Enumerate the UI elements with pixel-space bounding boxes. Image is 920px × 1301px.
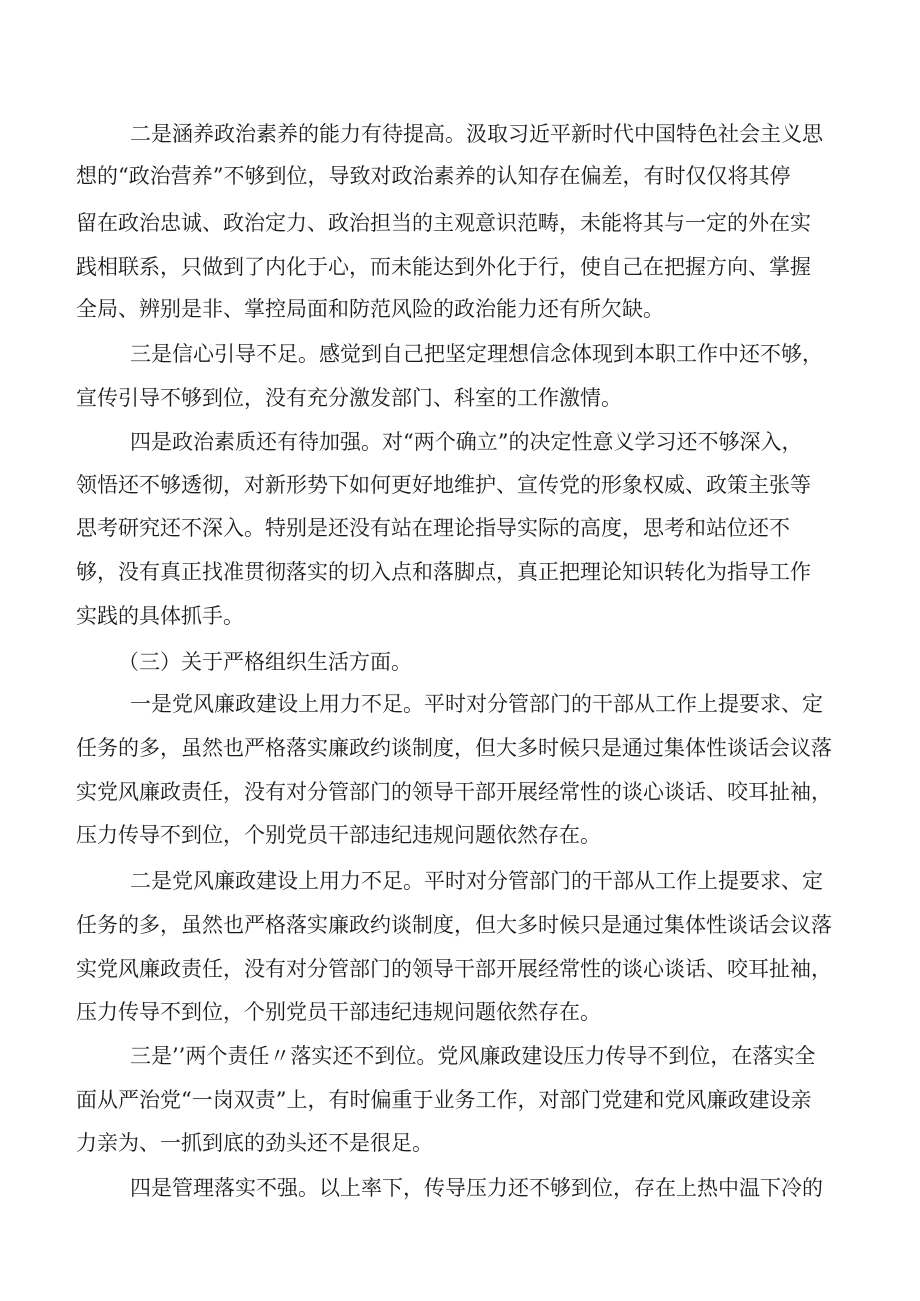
text-line: 全局、辨别是非、掌控局面和防范风险的政治能力还有所欠缺。 bbox=[76, 297, 664, 321]
text-line: 一是党风廉政建设上用力不足。平时对分管部门的干部从工作上提要求、定 bbox=[130, 692, 823, 716]
text-line: 三是信心引导不足。感觉到自己把坚定理想信念体现到本职工作中还不够， bbox=[130, 342, 823, 366]
text-line: 实党风廉政责任，没有对分管部门的领导干部开展经常性的谈心谈话、咬耳扯袖， bbox=[76, 957, 832, 981]
text-line: 想的“政治营养”不够到位，导致对政治素养的认知存在偏差，有时仅仅将其停 bbox=[76, 164, 791, 188]
text-line: 压力传导不到位，个别党员干部违纪违规问题依然存在。 bbox=[76, 823, 601, 847]
text-line: 领悟还不够透彻，对新形势下如何更好地维护、宣传党的形象权威、政策主张等 bbox=[76, 473, 811, 497]
text-line: 思考研究还不深入。特别是还没有站在理论指导实际的高度，思考和站位还不 bbox=[76, 516, 790, 540]
text-line: 面从严治党“一岗双责”上，有时偏重于业务工作，对部门党建和党风廉政建设亲 bbox=[76, 1088, 812, 1112]
text-line: 二是涵养政治素养的能力有待提高。汲取习近平新时代中国特色社会主义思 bbox=[130, 122, 823, 146]
text-line: 留在政治忠诚、政治定力、政治担当的主观意识范畴，未能将其与一定的外在实 bbox=[76, 211, 811, 235]
text-line: 任务的多，虽然也严格落实廉政约谈制度，但大多时候只是通过集体性谈话会议落 bbox=[76, 736, 832, 760]
text-line: 四是政治素质还有待加强。对“两个确立”的决定性意义学习还不够深入， bbox=[130, 430, 803, 454]
text-line: 四是管理落实不强。以上率下，传导压力还不够到位，存在上热中温下冷的 bbox=[130, 1176, 823, 1200]
text-line: 力亲为、一抓到底的劲头还不是很足。 bbox=[76, 1131, 433, 1155]
text-line: 二是党风廉政建设上用力不足。平时对分管部门的干部从工作上提要求、定 bbox=[130, 869, 823, 893]
text-line: 实践的具体抓手。 bbox=[76, 604, 244, 628]
text-line: 实党风廉政责任，没有对分管部门的领导干部开展经常性的谈心谈话、咬耳扯袖， bbox=[76, 780, 832, 804]
text-line: 压力传导不到位，个别党员干部违纪违规问题依然存在。 bbox=[76, 1000, 601, 1024]
text-line: 任务的多，虽然也严格落实廉政约谈制度，但大多时候只是通过集体性谈话会议落 bbox=[76, 913, 832, 937]
section-heading: （三）关于严格组织生活方面。 bbox=[118, 650, 412, 674]
text-line: 三是’’两个责任〃落实还不到位。党风廉政建设压力传导不到位，在落实全 bbox=[130, 1044, 816, 1068]
text-line: 够，没有真正找准贯彻落实的切入点和落脚点，真正把理论知识转化为指导工作 bbox=[76, 560, 811, 584]
text-line: 践相联系，只做到了内化于心，而未能达到外化于行，使自己在把握方向、掌握 bbox=[76, 255, 811, 279]
text-line: 宣传引导不够到位，没有充分激发部门、科室的工作激情。 bbox=[76, 386, 622, 410]
